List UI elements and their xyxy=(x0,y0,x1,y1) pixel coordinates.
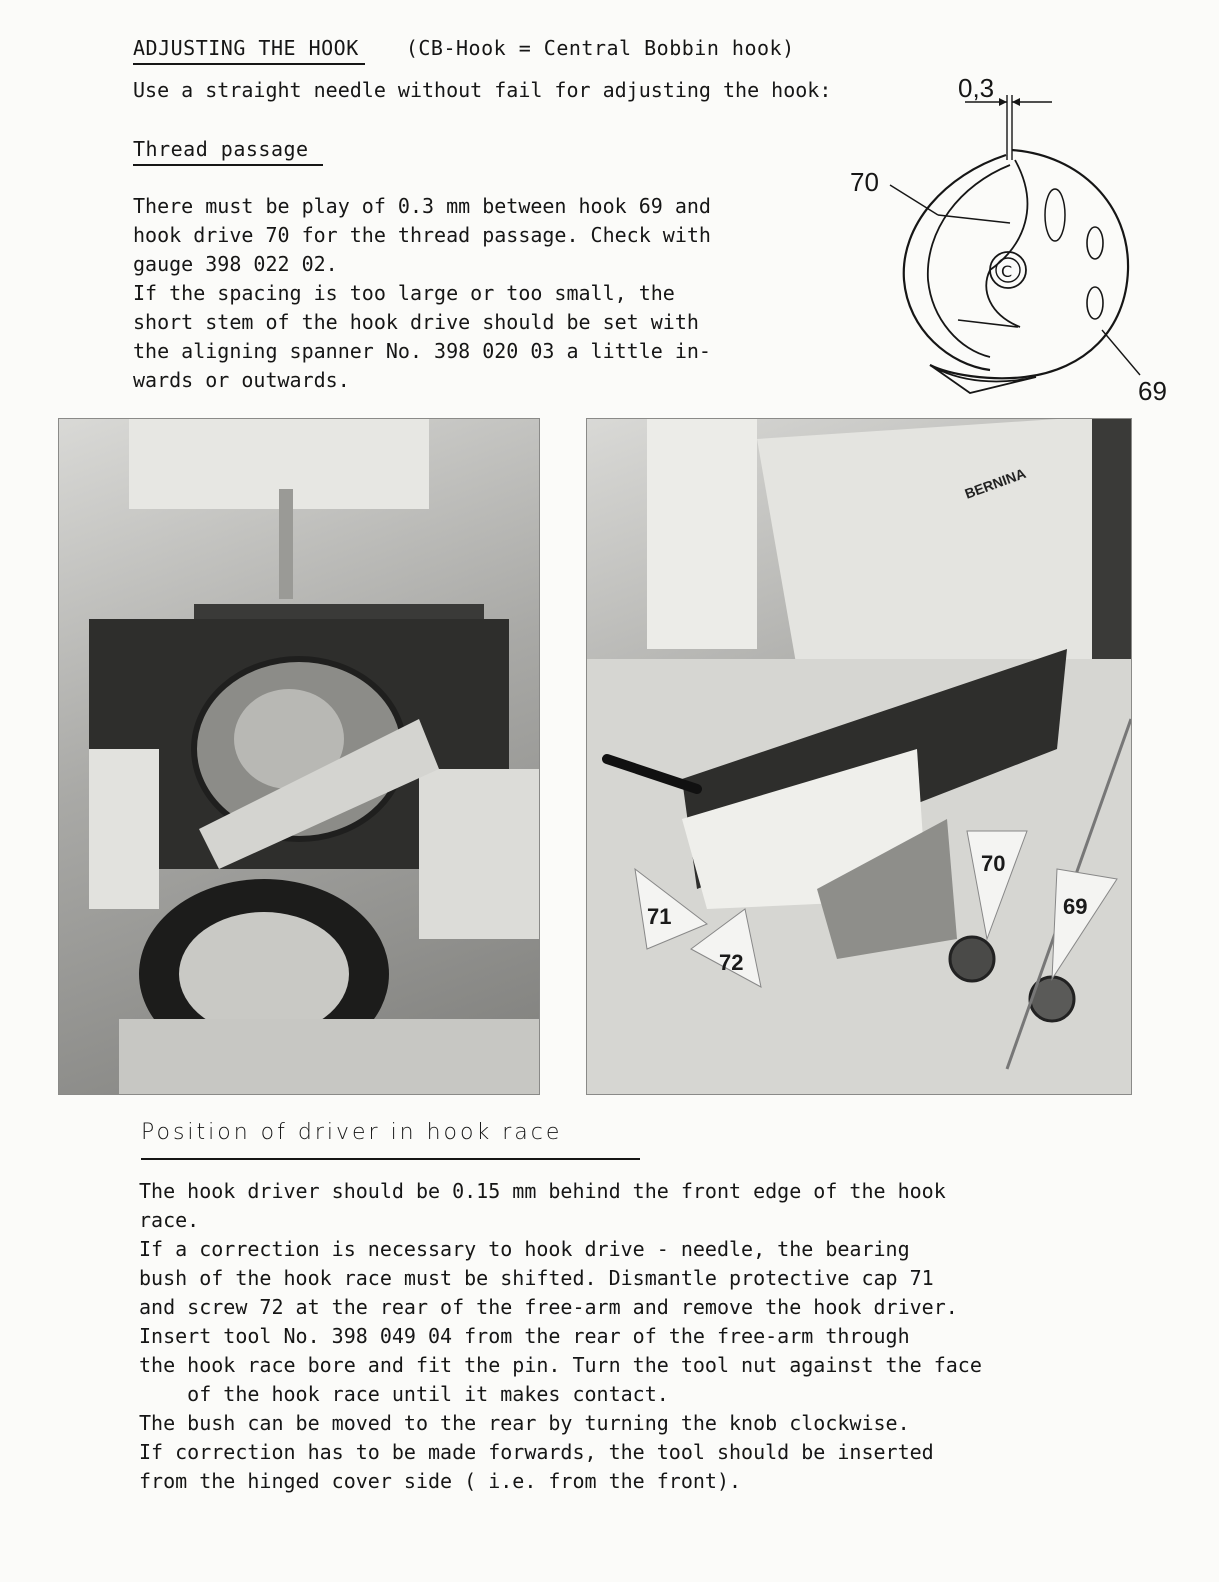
paragraph-line: the hook race bore and fit the pin. Turn the tool nut against the face xyxy=(139,1353,982,1377)
hook-race-illustration xyxy=(59,419,539,1094)
paragraph-line: wards or outwards. xyxy=(133,368,350,392)
paragraph-line: Insert tool No. 398 049 04 from the rear of the free-arm through xyxy=(139,1324,910,1348)
paragraph-line: of the hook race until it makes contact. xyxy=(139,1382,669,1406)
driver-position-heading: Position of driver in hook race xyxy=(141,1120,563,1145)
paragraph-line: The hook driver should be 0.15 mm behind the front edge of the hook xyxy=(139,1179,946,1203)
callout-69: 69 xyxy=(1063,894,1088,919)
hook-drive-number: 70 xyxy=(850,167,879,197)
paragraph-line: gauge 398 022 02. xyxy=(133,252,338,276)
brand-logo: BERNINA xyxy=(962,464,1028,502)
paragraph-line: There must be play of 0.3 mm between hook 69 and xyxy=(133,194,711,218)
free-arm-left xyxy=(89,749,159,909)
paragraph-line: The bush can be moved to the rear by turning the knob clockwise. xyxy=(139,1411,910,1435)
needle-bar xyxy=(279,489,293,599)
base-plate xyxy=(119,1019,539,1094)
driver-position-underline xyxy=(141,1158,640,1160)
hook-number: 69 xyxy=(1138,376,1167,406)
hook-diagram xyxy=(840,65,1180,410)
thread-passage-heading: Thread passage xyxy=(133,137,309,161)
paragraph-line: If the spacing is too large or too small, the xyxy=(133,281,675,305)
paragraph-line: If a correction is necessary to hook drive - needle, the bearing xyxy=(139,1237,910,1261)
machine-illustration xyxy=(587,419,1131,1094)
paragraph-line: short stem of the hook drive should be set with xyxy=(133,310,699,334)
paragraph-line: the aligning spanner No. 398 020 03 a little in- xyxy=(133,339,711,363)
center-mark-icon: C xyxy=(1001,262,1013,281)
hook-drive-leader xyxy=(890,185,938,215)
hook-outline xyxy=(930,150,1128,378)
paragraph-line: and screw 72 at the rear of the free-arm and remove the hook driver. xyxy=(139,1295,958,1319)
machine-photo xyxy=(586,418,1132,1095)
driver-position-paragraph xyxy=(139,1177,982,1496)
intro-text: Use a straight needle without fail for adjusting the hook: xyxy=(133,78,832,102)
paragraph-line: If correction has to be made forwards, the tool should be inserted xyxy=(139,1440,934,1464)
hook-hole xyxy=(1087,227,1103,259)
hook-slot xyxy=(1045,189,1065,241)
free-arm-right xyxy=(419,769,539,939)
callout-70: 70 xyxy=(981,851,1006,876)
hook-drive-arm xyxy=(938,215,1010,223)
callout-71: 71 xyxy=(647,904,672,929)
callout-72: 72 xyxy=(719,950,744,975)
presser-foot-unit xyxy=(647,419,757,649)
thread-passage-underline xyxy=(133,164,323,166)
page-header xyxy=(133,36,795,60)
paragraph-line: bush of the hook race must be shifted. Dismantle protective cap 71 xyxy=(139,1266,934,1290)
hook-hole xyxy=(1087,287,1103,319)
gap-arrowhead xyxy=(1012,98,1020,106)
paragraph-line: race. xyxy=(139,1208,200,1232)
thread-passage-paragraph xyxy=(133,192,711,395)
hook-race-photo xyxy=(58,418,540,1095)
hinged-cover-opening xyxy=(179,912,349,1036)
gap-label: 0,3 xyxy=(958,73,995,103)
hook-point xyxy=(986,160,1027,327)
paragraph-line: from the hinged cover side ( i.e. from the front). xyxy=(139,1469,742,1493)
hook-drive-part xyxy=(950,937,994,981)
paragraph-line: hook drive 70 for the thread passage. Check with xyxy=(133,223,711,247)
page-subtitle: (CB-Hook = Central Bobbin hook) xyxy=(405,36,795,60)
gap-arrowhead xyxy=(999,98,1007,106)
hook-leader xyxy=(1102,330,1140,375)
page-title: ADJUSTING THE HOOK xyxy=(133,36,359,60)
title-underline xyxy=(133,63,365,65)
